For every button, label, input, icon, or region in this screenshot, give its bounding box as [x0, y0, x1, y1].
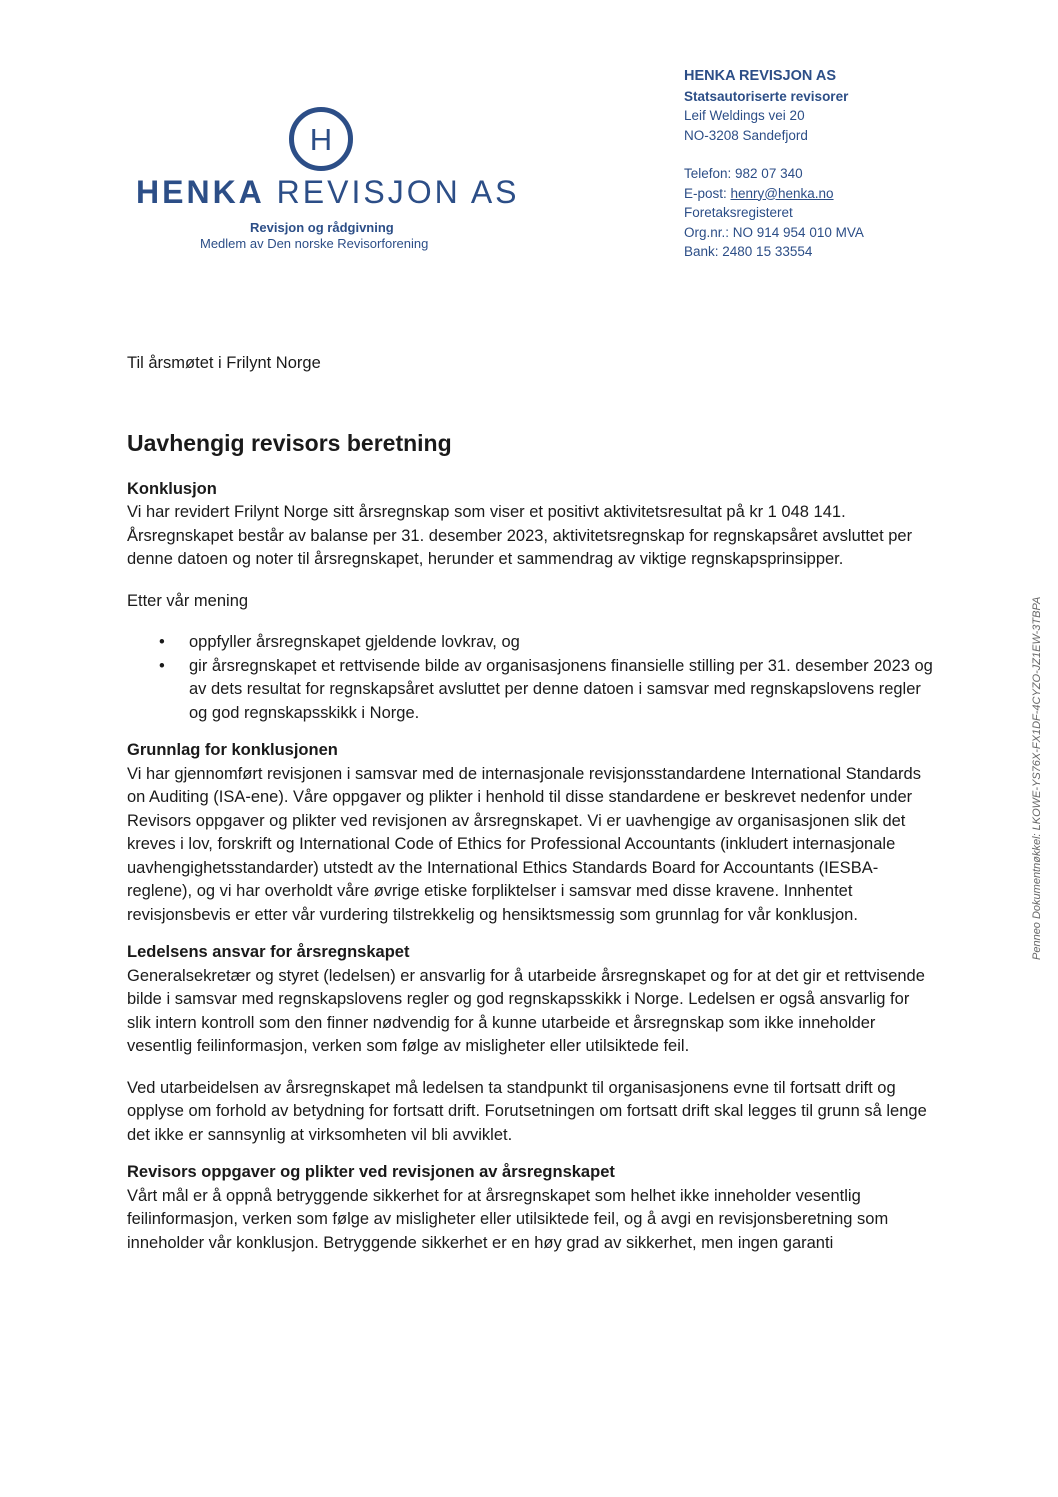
section-heading-revisors-oppgaver: Revisors oppgaver og plikter ved revisjonen av årsregnskapet — [127, 1163, 615, 1181]
list-item: • gir årsregnskapet et rettvisende bilde av organisasjonens finansielle stilling per 31. desember 2023 og av dets resultat for regnskapsåret avsluttet per denne datoen i samsvar med regnskapslovens regler og god regnskapsskikk i Norge. — [189, 655, 937, 726]
paragraph: Etter vår mening — [127, 591, 249, 610]
contact-bank: Bank: 2480 15 33554 — [684, 244, 813, 259]
contact-email-line — [684, 184, 864, 204]
section-heading-konklusjon: Konklusjon — [127, 479, 217, 498]
paragraph: Vi har gjennomført revisjonen i samsvar med de internasjonale revisjonsstandardene International Standards on Auditing (ISA-ene). Våre oppgaver og plikter i henhold til disse standardene er beskrevet nedenfor under Revisors oppgaver og plikter ved revisjonen av årsregnskapet. Vi er uavhengige av organisasjonen slik det kreves i lov, forskrift og International Code of Ethics for Professional Accountants (inkludert internasjonale uavhengighetsstandarder) utstedt av the International Ethics Standards Board for Accountants (IESBA-reglene), og vi har overholdt våre øvrige etiske forpliktelser i samsvar med disse kravene. Innhentet revisjonsbevis er etter vår vurdering tilstrekkelig og hensiktsmessig som grunnlag for vår konklusjon. — [127, 764, 921, 924]
contact-email-link[interactable]: henry@henka.no — [730, 185, 834, 201]
addressee: Til årsmøtet i Frilynt Norge — [127, 354, 321, 372]
contact-subtitle: Statsautoriserte revisorer — [684, 88, 849, 104]
contact-phone: Telefon: 982 07 340 — [684, 166, 803, 181]
section-heading-ledelsens-ansvar: Ledelsens ansvar for årsregnskapet — [127, 943, 410, 961]
logo-wordmark — [136, 174, 520, 211]
logo-tagline: Revisjon og rådgivning — [250, 220, 394, 235]
paragraph: Vi har revidert Frilynt Norge sitt årsregnskap som viser et positivt aktivitetsresultat på kr 1 048 141. Årsregnskapet består av balanse per 31. desember 2023, aktivitetsregnskap for regnskapsåret avsluttet per denne datoen og noter til årsregnskapet, herunder et sammendrag av viktige regnskapsprinsipper. — [127, 503, 913, 568]
section-heading-grunnlag: Grunnlag for konklusjonen — [127, 741, 338, 759]
logo-name-bold: HENKA — [136, 174, 265, 210]
letter-body — [127, 352, 937, 1255]
contact-register: Foretaksregisteret — [684, 205, 793, 220]
paragraph: Generalsekretær og styret (ledelsen) er ansvarlig for å utarbeide årsregnskapet og for at det gir et rettvisende bilde i samsvar med regnskapslovens regler og god regnskapsskikk i Norge. Ledelsen er også ansvarlig for slik intern kontroll som den finner nødvendig for å kunne utarbeide et årsregnskap som ikke inneholder vesentlig feilinformasjon, verken som følge av misligheter eller utilsiktede feil. — [127, 966, 925, 1055]
contact-street: Leif Weldings vei 20 — [684, 108, 805, 123]
contact-firm-name: HENKA REVISJON AS — [684, 68, 837, 84]
contact-email-label: E-post: — [684, 185, 731, 201]
contact-spacer — [684, 145, 864, 164]
logo-name-rest: REVISJON AS — [264, 174, 520, 210]
opinion-list — [127, 631, 937, 725]
list-item: • oppfyller årsregnskapet gjeldende lovkrav, og — [189, 631, 937, 655]
logo-membership: Medlem av Den norske Revisorforening — [200, 236, 429, 251]
contact-city: NO-3208 Sandefjord — [684, 127, 808, 143]
paragraph: Ved utarbeidelsen av årsregnskapet må ledelsen ta standpunkt til organisasjonens evne til fortsatt drift og opplyse om forhold av betydning for fortsatt drift. Forutsetningen om fortsatt drift skal legges til grunn så lenge det ikke er sannsynlig at virksomheten vil bli avviklet. — [127, 1078, 927, 1144]
logo-letter: H — [309, 122, 333, 157]
henka-h-circle-icon — [288, 106, 354, 172]
contact-org-number: Org.nr.: NO 914 954 010 MVA — [684, 224, 864, 240]
paragraph: Vårt mål er å oppnå betryggende sikkerhet for at årsregnskapet som helhet ikke inneholder vesentlig feilinformasjon, verken som følge av misligheter eller utilsiktede feil, og å avgi en revisjonsberetning som inneholder vår konklusjon. Betryggende sikkerhet er en høy grad av sikkerhet, men ingen garanti — [127, 1186, 889, 1252]
report-title: Uavhengig revisors beretning — [127, 429, 452, 456]
penneo-document-key: Penneo Dokumentnøkkel: LKOWE-YS76X-FX1DF-4CYZO-JZ1EW-3TBPA — [1031, 596, 1043, 960]
contact-block — [684, 67, 864, 262]
